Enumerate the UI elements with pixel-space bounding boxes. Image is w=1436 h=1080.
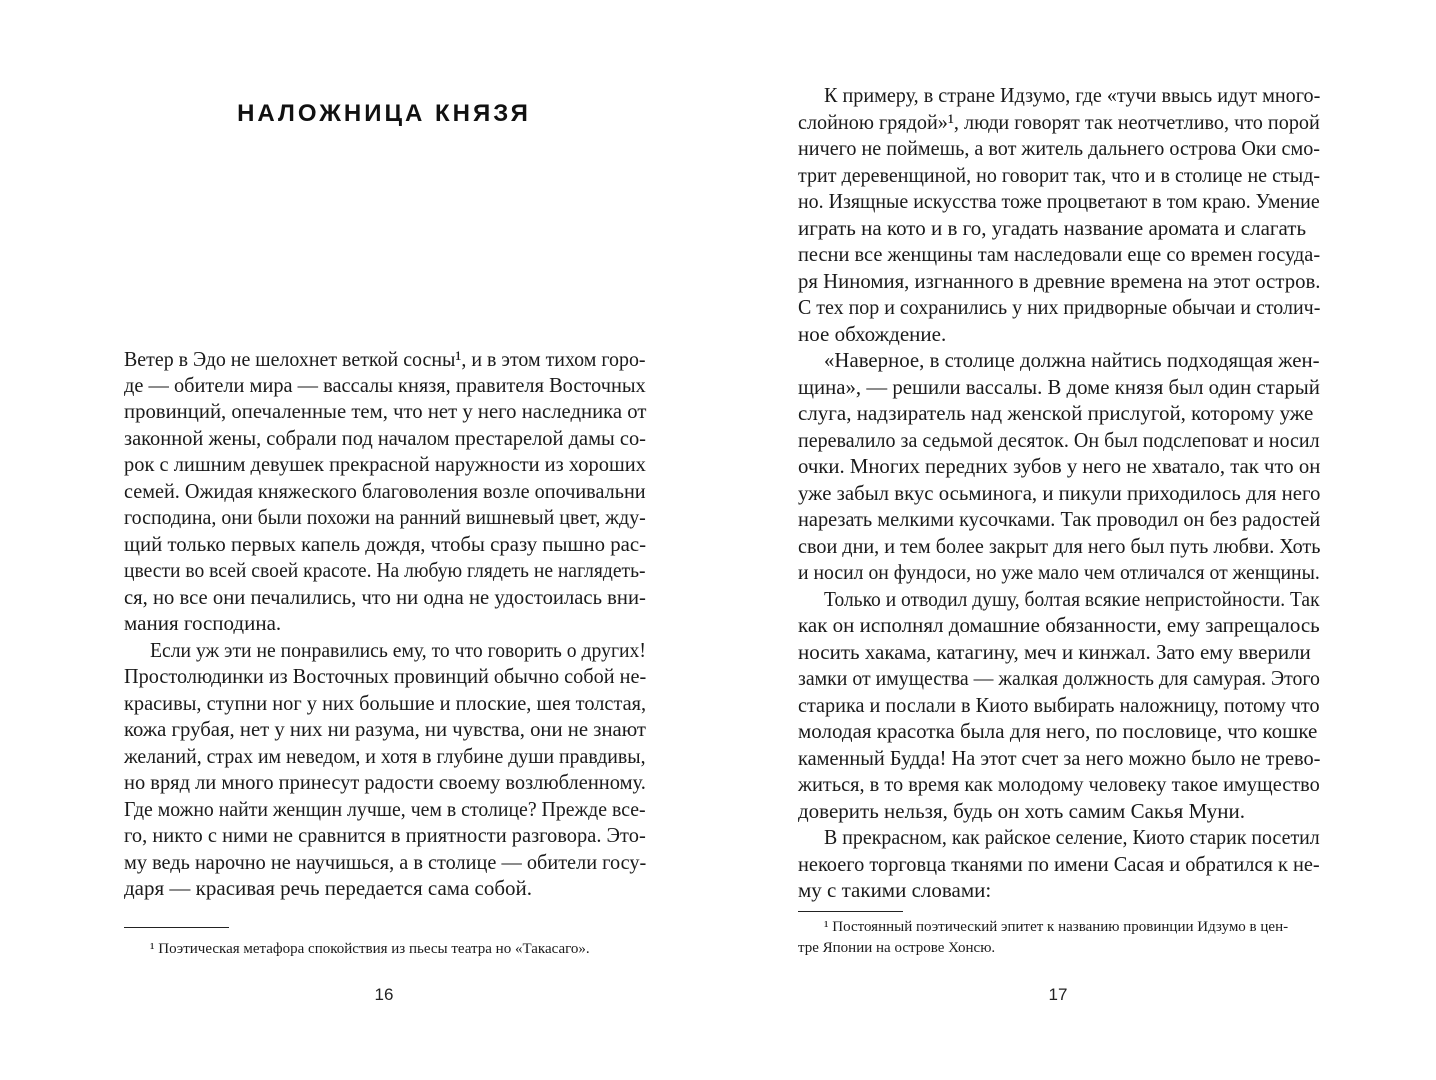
text-line: рок с лишним девушек прекрасной наружности из хороших: [124, 452, 646, 476]
text-line: слойною грядой»¹, люди говорят так неотчетливо, что порой: [798, 110, 1320, 134]
text-line: даря — красивая речь передается сама собой.: [124, 876, 533, 900]
text-line: трит деревенщиной, но говорит так, что и в столице не стыд-: [798, 163, 1321, 187]
text-line: каменный Будда! На этот счет за него можно было не трево-: [798, 746, 1321, 770]
text-line: К примеру, в стране Идзумо, где «тучи ввысь идут много-: [824, 83, 1321, 107]
text-line: ное обхождение.: [798, 322, 947, 346]
text-line: семей. Ожидая княжеского благоволения возле опочивальни: [124, 479, 646, 503]
text-line: замки от имущества — жалкая должность для самурая. Этого: [798, 666, 1320, 690]
text-line: доверить нельзя, будь он хоть самим Сакья Муни.: [798, 799, 1245, 823]
text-line: му ведь нарочно не научишься, а в столице — обители госу-: [124, 850, 647, 874]
text-line: Простолюдинки из Восточных провинций обычно собой не-: [124, 664, 647, 688]
page-number: 16: [374, 985, 394, 1004]
footnote-rule: [798, 911, 903, 912]
text-line: законной жены, собрали под началом престарелой дамы со-: [124, 426, 646, 450]
text-line: нарезать мелкими кусочками. Так проводил он без радостей: [798, 507, 1321, 531]
right-page: [718, 0, 1436, 1080]
text-line: но. Изящные искусства тоже процветают в том краю. Умение: [798, 189, 1320, 213]
text-line: носить хакама, катагину, меч и кинжал. Зато ему вверили: [798, 640, 1311, 664]
footnote: ¹ Поэтическая метафора спокойствия из пьесы театра но «Такасаго».: [150, 941, 590, 957]
text-line: слуга, надзиратель над женской прислугой, которому уже: [798, 401, 1314, 425]
text-line: провинций, опечаленные тем, что нет у него наследника от: [124, 399, 647, 423]
page-number: 17: [1048, 985, 1068, 1004]
text-line: свои дни, и тем более закрыт для него был путь любви. Хоть: [798, 534, 1321, 558]
footnote-line: тре Японии на острове Хонсю.: [798, 940, 996, 956]
footnote-line: ¹ Постоянный поэтический эпитет к названию провинции Идзумо в цен-: [824, 919, 1289, 935]
text-line: цвести во всей своей красоте. На любую глядеть не наглядеть-: [124, 558, 646, 582]
text-line: де — обители мира — вассалы князя, правителя Восточных: [124, 373, 646, 397]
text-line: Где можно найти женщин лучше, чем в столице? Прежде все-: [124, 797, 646, 821]
text-line: играть на кото и в го, угадать название аромата и слагать: [798, 216, 1307, 240]
text-line: го, никто с ними не сравнится в приятности разговора. Это-: [124, 823, 646, 847]
text-line: молодая красотка была для него, по пословице, что кошке: [798, 719, 1318, 743]
text-line: житься, в то время как молодому человеку такое имущество: [798, 772, 1320, 796]
text-line: желаний, страх им неведом, и хотя в глубине души правдивы,: [124, 744, 646, 768]
text-line: некоего торговца тканями по имени Сасая и обратился к не-: [798, 852, 1320, 876]
text-line: Если уж эти не понравились ему, то что говорить о других!: [150, 638, 646, 662]
text-line: старика и послали в Киото выбирать наложницу, потому что: [798, 693, 1320, 717]
text-line: но вряд ли много принесут радости своему возлюбленному.: [124, 770, 646, 794]
text-line: мания господина.: [124, 611, 282, 635]
text-line: щий только первых капель дождя, чтобы сразу пышно рас-: [124, 532, 646, 556]
text-line: С тех пор и сохранились у них придворные обычаи и столич-: [798, 295, 1321, 319]
text-line: Только и отводил душу, болтая всякие непристойности. Так: [824, 587, 1320, 611]
text-line: ря Ниномия, изгнанного в древние времена на этот остров.: [798, 269, 1321, 293]
text-line: и носил он фундоси, но уже мало чем отличался от женщины.: [798, 560, 1320, 584]
text-line: В прекрасном, как райское селение, Киото старик посетил: [824, 825, 1320, 849]
text-line: уже забыл вкус осьминога, и пикули приходилось для него: [798, 481, 1321, 505]
footnote-rule: [124, 927, 229, 928]
text-line: как он исполнял домашние обязанности, ему запрещалось: [798, 613, 1320, 637]
text-line: господина, они были похожи на ранний вишневый цвет, жду-: [124, 505, 646, 529]
text-line: му с такими словами:: [798, 878, 992, 902]
text-line: песни все женщины там наследовали еще со времен госуда-: [798, 242, 1321, 266]
chapter-title: НАЛОЖНИЦА КНЯЗЯ: [237, 100, 531, 127]
text-line: ничего не поймешь, а вот житель дальнего острова Оки смо-: [798, 136, 1320, 160]
text-line: красивы, ступни ног у них большие и плоские, шея толстая,: [124, 691, 647, 715]
text-line: очки. Многих передних зубов у него не хватало, так что он: [798, 454, 1321, 478]
text-line: ся, но все они печалились, что ни одна не удостоилась вни-: [124, 585, 646, 609]
text-line: щина», — решили вассалы. В доме князя был один старый: [798, 375, 1320, 399]
text-line: кожа грубая, нет у них ни разума, ни чувства, они не знают: [124, 717, 646, 741]
text-line: Ветер в Эдо не шелохнет веткой сосны¹, и в этом тихом горо-: [124, 347, 646, 371]
text-line: «Наверное, в столице должна найтись подходящая жен-: [824, 348, 1320, 372]
text-line: перевалило за седьмой десяток. Он был подслеповат и носил: [798, 428, 1320, 452]
